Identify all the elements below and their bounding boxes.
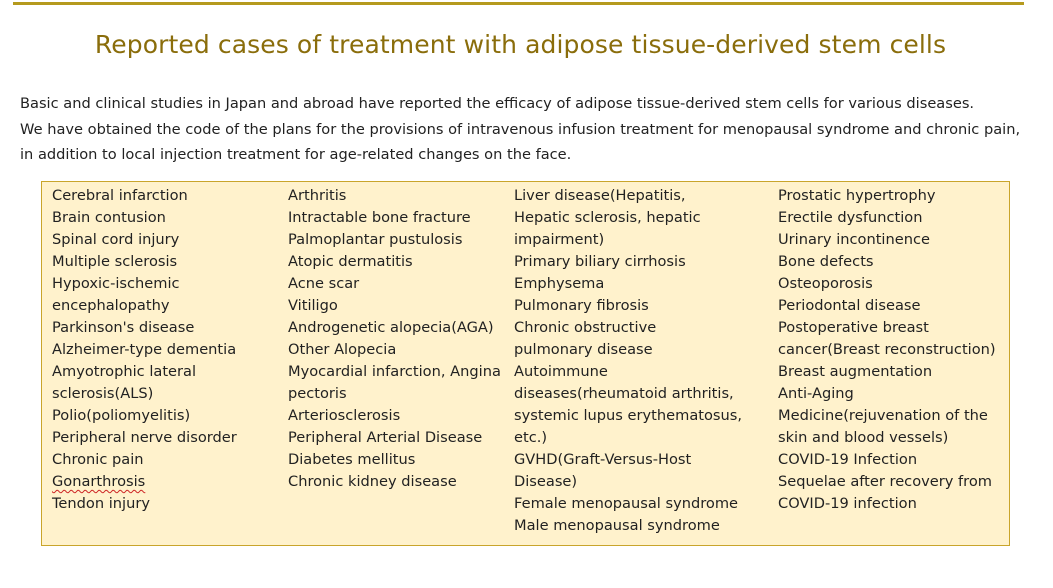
intro-line-2: We have obtained the code of the plans for the provisions of intravenous infusion treatment for menopausal syndrome and chronic pain, [20,120,1021,138]
disease-list-item: Spinal cord injury [52,231,180,248]
intro-line-1: Basic and clinical studies in Japan and abroad have reported the efficacy of adipose tissue-derived stem cells for various diseases. [20,95,975,112]
disease-list-item: Acne scar [288,275,360,292]
disease-column-3 [514,185,776,537]
disease-list-item: pulmonary disease [514,341,653,358]
disease-list-item: Myocardial infarction, Angina [288,363,501,380]
disease-list-item: Tendon injury [52,495,150,512]
disease-list-item: Breast augmentation [778,363,933,380]
disease-list-item: Arthritis [288,187,347,204]
disease-list-item: Amyotrophic lateral [52,363,197,380]
disease-list-box [41,181,1010,546]
disease-list-item: Hypoxic-ischemic [52,275,180,292]
disease-list-item: Other Alopecia [288,341,397,358]
disease-list-item: impairment) [514,231,605,248]
disease-list-item: Atopic dermatitis [288,253,413,270]
disease-list-item: systemic lupus erythematosus, [514,407,743,424]
disease-list-item: Bone defects [778,253,874,270]
disease-list-item: Vitiligo [288,297,338,314]
disease-list-item: skin and blood vessels) [778,429,949,446]
intro-line-3: in addition to local injection treatment for age-related changes on the face. [20,146,572,163]
disease-list-item: Intractable bone fracture [288,209,471,226]
disease-list-item: Medicine(rejuvenation of the [778,407,988,424]
page-title: Reported cases of treatment with adipose tissue-derived stem cells [94,30,947,59]
disease-list-item: Sequelae after recovery from [778,473,992,490]
disease-list-item: Polio(poliomyelitis) [52,407,191,424]
disease-list-item: Chronic pain [52,451,144,468]
disease-list-item: Autoimmune [514,363,608,380]
disease-list-item: Gonarthrosis [52,473,146,490]
disease-list-item: cancer(Breast reconstruction) [778,341,996,358]
disease-list-item: encephalopathy [52,297,170,314]
disease-list-item: Chronic kidney disease [288,473,457,490]
disease-list-item: Parkinson's disease [52,319,195,336]
disease-list-item: Multiple sclerosis [52,253,178,270]
disease-list-item: Anti-Aging [778,385,854,402]
disease-list-item: pectoris [288,385,347,402]
disease-list-item: Urinary incontinence [778,231,930,248]
disease-list-item: Female menopausal syndrome [514,495,739,512]
disease-list-item: Primary biliary cirrhosis [514,253,686,270]
disease-list-item: Alzheimer-type dementia [52,341,237,358]
disease-list-item: GVHD(Graft-Versus-Host [514,451,692,468]
disease-list-item: sclerosis(ALS) [52,385,154,402]
disease-list-item: Erectile dysfunction [778,209,923,226]
intro-text [20,91,1050,168]
disease-list-item: etc.) [514,429,548,446]
disease-list-item: Brain contusion [52,209,166,226]
disease-list-item: Periodontal disease [778,297,921,314]
disease-list-item: Pulmonary fibrosis [514,297,649,314]
disease-list-item: Chronic obstructive [514,319,657,336]
disease-list-item: Androgenetic alopecia(AGA) [288,319,494,336]
disease-list-item: Palmoplantar pustulosis [288,231,463,248]
disease-list-item: Diabetes mellitus [288,451,416,468]
disease-list-item: Cerebral infarction [52,187,188,204]
disease-list-item: Prostatic hypertrophy [778,187,936,204]
disease-list-item: Liver disease(Hepatitis, [514,187,686,204]
disease-list-item: Osteoporosis [778,275,873,292]
disease-list-item: Emphysema [514,275,605,292]
disease-list-item: Peripheral nerve disorder [52,429,237,446]
disease-list-item: Hepatic sclerosis, hepatic [514,209,701,226]
top-divider [13,2,1024,5]
disease-list-item: Disease) [514,473,578,490]
disease-list-item: COVID-19 Infection [778,451,918,468]
disease-list-item: Arteriosclerosis [288,407,401,424]
disease-list-item: diseases(rheumatoid arthritis, [514,385,734,402]
disease-list-item: Postoperative breast [778,319,929,336]
disease-list-item: Peripheral Arterial Disease [288,429,483,446]
disease-column-4 [778,185,1008,515]
disease-column-1 [52,185,282,515]
disease-list-item: Male menopausal syndrome [514,517,720,534]
disease-list-item: COVID-19 infection [778,495,917,512]
disease-column-2 [288,185,510,493]
